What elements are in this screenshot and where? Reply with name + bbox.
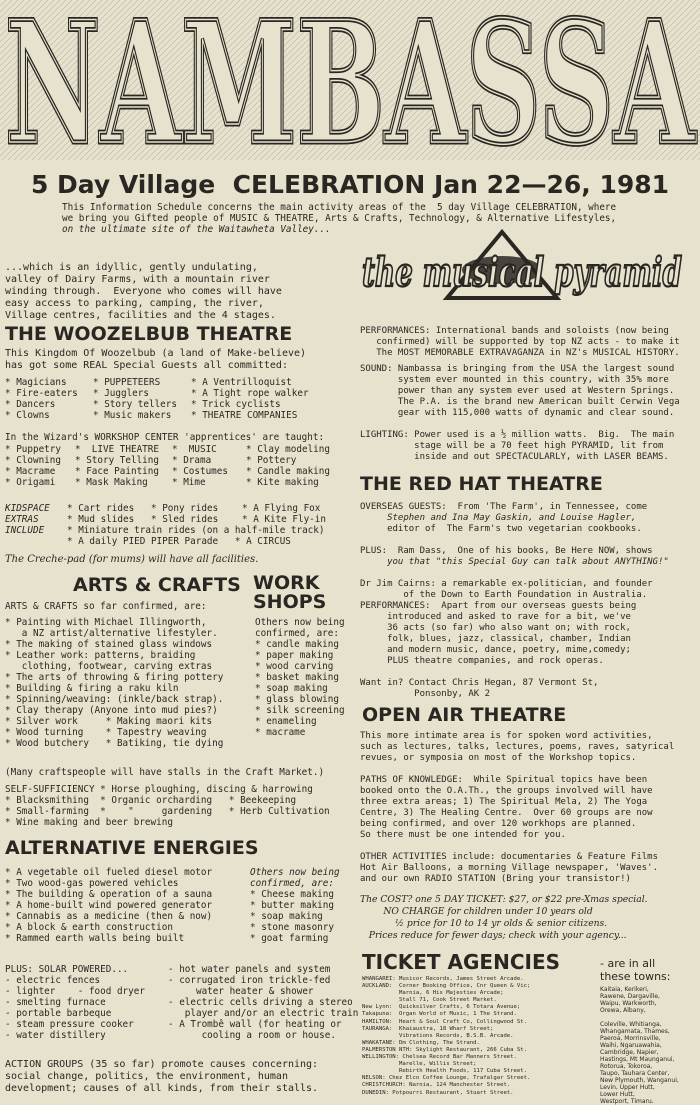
solar-item: water heater & shower bbox=[168, 986, 314, 997]
town-line: Taupo, Tauhara Center, bbox=[600, 1070, 670, 1077]
openair-line: such as lectures, talks, lectures, poems, raves, satyrical bbox=[360, 742, 675, 752]
sound-line: SOUND: Nambassa is bringing from the USA the largest sound bbox=[360, 364, 675, 374]
solar-item: - steam pressure cooker bbox=[5, 1019, 134, 1030]
woozel-guests bbox=[5, 377, 309, 421]
workshop-item: * LIVE THEATRE bbox=[75, 444, 159, 455]
energy-item: * Rammed earth walls being built bbox=[5, 933, 185, 944]
openair-line: Hot Air Balloons, a morning Village newspaper, 'Waves'. bbox=[360, 863, 659, 873]
redhat-line: 36 acts (so far) who also want on; with rock, bbox=[360, 623, 631, 633]
kidspace-item: * A daily PIED PIPER Parade * A CIRCUS bbox=[67, 536, 291, 547]
town-line: Coleville, Whitianga, bbox=[600, 1021, 662, 1028]
energies-other-item: * butter making bbox=[250, 900, 334, 911]
redhat-line: folk, blues, jazz, classical, chamber, Indian bbox=[360, 634, 631, 644]
valley-text bbox=[5, 262, 282, 322]
agency-line: HAMILTON: Heart & Soul Craft Co, Collingwood St. bbox=[362, 1018, 528, 1025]
performances-line: PERFORMANCES: International bands and soloists (now being bbox=[360, 326, 669, 336]
self-suff-line: SELF-SUFFICIENCY * Horse ploughing, discing & harrowing bbox=[5, 784, 313, 795]
solar-item: PLUS: SOLAR POWERED... bbox=[5, 964, 129, 975]
lighting-line: inside and out SPECTACULARLY, with LASER BEAMS. bbox=[360, 452, 669, 462]
kidspace-label: EXTRAS bbox=[5, 514, 39, 525]
valley-line: Village centres, facilities and the 4 stages. bbox=[5, 310, 276, 321]
redhat-line bbox=[360, 535, 669, 546]
solar-item: - hot water panels and system bbox=[168, 964, 331, 975]
energy-item: * A block & earth construction bbox=[5, 922, 173, 933]
workshop-item: * Kite making bbox=[246, 477, 319, 488]
energy-item: * The building & operation of a sauna bbox=[5, 889, 213, 900]
openair-line: PATHS OF KNOWLEDGE: While Spiritual topics have been bbox=[360, 775, 648, 785]
cost-line: NO CHARGE for children under 10 years old bbox=[360, 906, 593, 917]
town-line: Kaitaia, Kerikeri, bbox=[600, 986, 649, 993]
agency-line: NELSON: Chez Elco Coffee Lounge, Trafalgar Street. bbox=[362, 1075, 531, 1082]
tickets-aside-line: these towns: bbox=[600, 970, 671, 983]
redhat-line: editor of The Farm's two vegetarian cookbooks. bbox=[360, 524, 642, 534]
workshops-intro: Others now being bbox=[255, 617, 345, 628]
workshop-item: * Drama bbox=[172, 455, 212, 466]
kidspace-item: * Miniature train rides (on a half-mile track) bbox=[67, 525, 325, 536]
energies-title: ALTERNATIVE ENERGIES bbox=[5, 837, 259, 859]
craft-market: (Many craftspeople will have stalls in the Craft Market.) bbox=[5, 767, 325, 778]
energies-list bbox=[5, 867, 212, 944]
workshop-item: * Pottery bbox=[246, 455, 297, 466]
sound-line: gear with 115,000 watts of dynamic and clear sound. bbox=[360, 408, 675, 418]
town-line: Waipu, Warkworth, bbox=[600, 1000, 657, 1007]
arts-list bbox=[5, 617, 223, 749]
agency-line: Rebirth Health Foods, 117 Cuba Street. bbox=[362, 1068, 528, 1075]
solar-item: - lighter - food dryer bbox=[5, 986, 145, 997]
tickets-aside bbox=[600, 957, 671, 983]
cost-line: Prices reduce for fewer days; check with your agency... bbox=[360, 930, 627, 941]
openair-line: being confirmed, and over 120 workhops are planned. bbox=[360, 819, 637, 829]
arts-item: * The arts of throwing & firing pottery bbox=[5, 672, 224, 683]
arts-item: * Leather work: patterns, braiding bbox=[5, 650, 196, 661]
guest-item: * PUPPETEERS bbox=[93, 377, 161, 388]
valley-line: valley of Dairy Farms, with a mountain river bbox=[5, 274, 270, 285]
agency-line: WELLINGTON: Chelsea Record Bar Manners Street. bbox=[362, 1054, 517, 1061]
workshop-item: * Story Telling bbox=[75, 455, 159, 466]
workshops-item: * enameling bbox=[255, 716, 317, 727]
workshop-item: * Origami bbox=[5, 477, 56, 488]
redhat-line: PERFORMANCES: Apart from our overseas guests being bbox=[360, 601, 637, 611]
town-line: Paeroa, Morrinsville, bbox=[600, 1035, 661, 1042]
kidspace-label: KIDSPACE bbox=[5, 503, 50, 514]
town-line: Rawene, Dargaville, bbox=[600, 993, 660, 1000]
arts-item: * Wood turning * Tapestry weaving bbox=[5, 727, 207, 738]
openair-line: three extra areas; 1) The Spiritual Mela, 2) The Yoga bbox=[360, 797, 648, 807]
agency-line: Stall 71, Cook Street Market. bbox=[362, 997, 497, 1004]
energies-other-item: * goat farming bbox=[250, 933, 329, 944]
redhat-line: of the Down to Earth Foundation in Australia. bbox=[360, 590, 648, 600]
workshop-item: * Costumes bbox=[172, 466, 228, 477]
guest-item: * Dancers bbox=[5, 399, 56, 410]
kidspace-item: * Pony rides bbox=[151, 503, 219, 514]
agency-line: Marnia, 6 His Majesties Arcade; bbox=[362, 990, 504, 997]
town-line: Hastings, Mt Maunganui, bbox=[600, 1056, 675, 1063]
energies-other-item: * soap making bbox=[250, 911, 323, 922]
openair-line: So there must be one intended for you. bbox=[360, 830, 566, 840]
arts-item: clothing, footwear, carving extras bbox=[5, 661, 213, 672]
sound-line: system ever mounted in this country, with 35% more bbox=[360, 375, 669, 385]
guest-item: * Clowns bbox=[5, 410, 50, 421]
guest-item: * A Ventrilloquist bbox=[191, 377, 292, 388]
agency-line: Marelle, Willis Street; bbox=[362, 1061, 477, 1068]
openair-line: OTHER ACTIVITIES include: documentaries & Feature Films bbox=[360, 852, 659, 862]
workshop-item: * Clowning bbox=[5, 455, 61, 466]
town-line: Lower Hutt, bbox=[600, 1091, 635, 1098]
town-line: Levin, Upper Hutt, bbox=[600, 1084, 655, 1091]
cost bbox=[360, 894, 648, 942]
agency-line: AUCKLAND: Corner Booking Office, Cnr Queen & Vic; bbox=[362, 983, 531, 990]
kidspace bbox=[5, 503, 326, 547]
self-suff-line: * Blacksmithing * Organic orcharding * Beekeeping bbox=[5, 795, 297, 806]
kidspace-item: * Cart rides bbox=[67, 503, 135, 514]
woozel-desc-line: This Kingdom Of Woozelbub (a land of Make-believe) bbox=[5, 348, 307, 359]
solar-item: - electric cells driving a stereo bbox=[168, 997, 353, 1008]
solar-item: - A Trombê wall (for heating or bbox=[168, 1019, 342, 1030]
openair-line: and our own RADIO STATION (Bring your transistor!) bbox=[360, 874, 631, 884]
agency-line: WHANGAREI: Musicor Records, James Street Arcade. bbox=[362, 976, 524, 982]
redhat-line: PLUS theatre companies, and rock operas. bbox=[360, 656, 604, 666]
performances-line: confirmed) will be supported by top NZ acts - to make it bbox=[360, 337, 680, 347]
workshops-item: * soap making bbox=[255, 683, 328, 694]
openair-title: OPEN AIR THEATRE bbox=[362, 704, 567, 726]
redhat-line bbox=[360, 667, 669, 678]
guest-item: * Magicians bbox=[5, 377, 67, 388]
energies-others-intro: confirmed, are: bbox=[250, 878, 334, 889]
arts-item: * Silver work * Making maori kits bbox=[5, 716, 213, 727]
agency-line: WHAKATANE: Dm Clothing, The Strand. bbox=[362, 1039, 480, 1046]
workshops-item: * macrame bbox=[255, 727, 306, 738]
redhat-line: Stephen and Ina May Gaskin, and Louise Hagler, bbox=[360, 513, 637, 523]
kidspace-item: * A Kite Fly-in bbox=[242, 514, 326, 525]
agency-line: DUNEDIN: Potpourri Restaurant, Stuart Street. bbox=[362, 1089, 514, 1096]
action-groups bbox=[5, 1059, 318, 1095]
kidspace-item: * Sled rides bbox=[151, 514, 219, 525]
guest-item: * Trick cyclists bbox=[191, 399, 281, 410]
valley-line: ...which is an idyllic, gently undulating, bbox=[5, 262, 258, 273]
workshops-item: * basket making bbox=[255, 672, 339, 683]
performances-line: The MOST MEMORABLE EXTRAVAGANZA in NZ's MUSICAL HISTORY. bbox=[360, 348, 680, 358]
workshop-intro: In the Wizard's WORKSHOP CENTER 'apprentices' are taught: bbox=[5, 432, 325, 443]
openair-line: booked onto the O.A.Th., the groups involved will have bbox=[360, 786, 653, 796]
arts-item: * Building & firing a raku kiln bbox=[5, 683, 179, 694]
action-line: ACTION GROUPS (35 so far) promote causes concerning: bbox=[5, 1059, 319, 1070]
masthead-logo bbox=[0, 0, 700, 160]
arts-item: * Spinning/weaving: (inkle/back strap). bbox=[5, 694, 224, 705]
openair-body bbox=[360, 731, 674, 885]
cost-line: ½ price for 10 to 14 yr olds & senior citizens. bbox=[360, 918, 608, 929]
redhat-title: THE RED HAT THEATRE bbox=[360, 473, 603, 495]
solar-item: cooling a room or house. bbox=[168, 1030, 336, 1041]
intro-line-2: we bring you Gifted people of MUSIC & THEATRE, Arts & Crafts, Technology, & Alternative Lifestyles, bbox=[62, 213, 617, 224]
self-suff-line: * Small-farming * " gardening * Herb Cultivation bbox=[5, 806, 330, 817]
workshops-item: * wood carving bbox=[255, 661, 334, 672]
openair-line: revues, or symposia on most of the Workshop topics. bbox=[360, 753, 637, 763]
creche-text: The Creche-pad (for mums) will have all facilities. bbox=[5, 554, 259, 565]
arts-intro: ARTS & CRAFTS so far confirmed, are: bbox=[5, 601, 207, 612]
masthead-title: NAMBASSA bbox=[5, 0, 697, 160]
town-line: Rotorua, Tokoroa, bbox=[600, 1063, 653, 1070]
cost-line: The COST? one 5 DAY TICKET: $27, or $22 pre-Xmas special. bbox=[360, 894, 648, 905]
lighting bbox=[360, 430, 674, 463]
woozelbub-title: THE WOOZELBUB THEATRE bbox=[5, 323, 293, 345]
guest-item: * Music makers bbox=[93, 410, 172, 421]
workshop-item: * Puppetry bbox=[5, 444, 61, 455]
town-line: Waihi, Ngaruawahia, bbox=[600, 1042, 662, 1049]
agency-line: New Lynn: Quicksilver Crafts, 6 Totara Avenue; bbox=[362, 1004, 521, 1011]
workshop-item: * Clay modeling bbox=[246, 444, 330, 455]
agency-line: PALMERSTON NTH: Skylight Restaurant, 266 Cuba St. bbox=[362, 1046, 528, 1053]
solar-item: - corrugated iron trickle-fed bbox=[168, 975, 331, 986]
arts-item: * The making of stained glass windows bbox=[5, 639, 213, 650]
solar-left bbox=[5, 964, 145, 1041]
guest-item: * THEATRE COMPANIES bbox=[191, 410, 298, 421]
workshops-item: * glass blowing bbox=[255, 694, 339, 705]
workshops-list bbox=[255, 617, 345, 738]
redhat-line: Ponsonby, AK 2 bbox=[360, 689, 491, 699]
guest-item: * Jugglers bbox=[93, 388, 149, 399]
kidspace-item: * Mud slides bbox=[67, 514, 135, 525]
openair-line: Centre, 3) The Healing Centre. Over 60 groups are now bbox=[360, 808, 653, 818]
valley-line: easy access to parking, camping, the river, bbox=[5, 298, 264, 309]
town-line: Westport, Timaru. bbox=[600, 1098, 654, 1105]
energy-item: * Two wood-gas powered vehicles bbox=[5, 878, 179, 889]
workshop-item: * Mask Making bbox=[75, 477, 148, 488]
guest-item: * Fire-eaters bbox=[5, 388, 78, 399]
arts-title: ARTS & CRAFTS bbox=[73, 574, 241, 596]
tickets-aside-line: - are in all bbox=[600, 957, 656, 970]
redhat-body bbox=[360, 502, 669, 700]
openair-line bbox=[360, 764, 674, 775]
musical-pyramid-logo bbox=[352, 226, 692, 326]
workshops-item: * candle making bbox=[255, 639, 339, 650]
redhat-line: PLUS: Ram Dass, One of his books, Be Here NOW, shows bbox=[360, 546, 653, 556]
solar-item: - portable barbeque bbox=[5, 1008, 112, 1019]
tickets-title: TICKET AGENCIES bbox=[362, 950, 561, 974]
openair-line: This more intimate area is for spoken word activities, bbox=[360, 731, 653, 741]
workshop-item: * Candle making bbox=[246, 466, 330, 477]
arts-item: a NZ artist/alternative lifestyler. bbox=[5, 628, 218, 639]
redhat-line bbox=[360, 568, 669, 579]
subtitle: 5 Day Village CELEBRATION Jan 22—26, 1981 bbox=[30, 170, 670, 199]
workshop-item: * Face Painting bbox=[75, 466, 159, 477]
arts-item: * Painting with Michael Illingworth, bbox=[5, 617, 207, 628]
redhat-line: Dr Jim Cairns: a remarkable ex-politician, and founder bbox=[360, 579, 653, 589]
intro-line-1: This Information Schedule concerns the main activity areas of the 5 day Village CELEBRATION, where bbox=[62, 202, 617, 213]
energies-others bbox=[250, 867, 340, 944]
self-sufficiency bbox=[5, 784, 330, 828]
lighting-line: LIGHTING: Power used is a ½ million watts. Big. The main bbox=[360, 430, 675, 440]
workshops-title: WORK SHOPS bbox=[253, 572, 327, 613]
woozelbub-desc bbox=[5, 348, 306, 372]
redhat-line: OVERSEAS GUESTS: From 'The Farm', in Tennessee, come bbox=[360, 502, 648, 512]
solar-item: player and/or an electric train bbox=[168, 1008, 359, 1019]
town-line: Whangamata, Thames, bbox=[600, 1028, 670, 1035]
energy-item: * Cannabis as a medicine (then & now) bbox=[5, 911, 213, 922]
agency-line: TAURANGA: Khaiaustra, 18 Wharf Street; bbox=[362, 1025, 494, 1032]
openair-line bbox=[360, 841, 674, 852]
town-line bbox=[600, 1014, 679, 1021]
workshop-item: * MUSIC bbox=[172, 444, 217, 455]
workshop-item: * Mime bbox=[172, 477, 206, 488]
energy-item: * A home-built wind powered generator bbox=[5, 900, 213, 911]
sound-line: power than any system ever used at Western Springs. bbox=[360, 386, 675, 396]
agency-line: Vibrations Records, B.S.B. Arcade. bbox=[362, 1032, 514, 1039]
performances bbox=[360, 326, 680, 359]
workshops-item: * paper making bbox=[255, 650, 334, 661]
kidspace-item: * A Flying Fox bbox=[242, 503, 321, 514]
agency-line: Takapuna: Organ World of Music, 1 The Strand. bbox=[362, 1011, 517, 1018]
masthead bbox=[0, 0, 700, 160]
town-line: Cambridge, Napier, bbox=[600, 1049, 659, 1056]
redhat-line: you that "this Special Guy can talk about ANYTHING!" bbox=[360, 557, 669, 567]
town-line: New Plymouth, Wanganui, bbox=[600, 1077, 679, 1084]
guest-item: * A Tight rope walker bbox=[191, 388, 309, 399]
energies-other-item: * Cheese making bbox=[250, 889, 334, 900]
agency-line: CHRISTCHURCH: Narnia, 124 Manchester Street. bbox=[362, 1082, 511, 1089]
redhat-line: and modern music, dance, poetry, mime,comedy; bbox=[360, 645, 631, 655]
workshop-item: * Macrame bbox=[5, 466, 56, 477]
guest-item: * Story tellers bbox=[93, 399, 177, 410]
action-line: social change, politics, the environment, human bbox=[5, 1071, 288, 1082]
kidspace-label: INCLUDE bbox=[5, 525, 45, 536]
pyramid-logo-text: the musical pyramid bbox=[362, 249, 683, 296]
solar-item: - smelting furnace bbox=[5, 997, 106, 1008]
energies-other-item: * stone masonry bbox=[250, 922, 334, 933]
workshops-item: * silk screening bbox=[255, 705, 345, 716]
workshops-intro: confirmed, are: bbox=[255, 628, 339, 639]
town-line: Orewa, Albany, bbox=[600, 1007, 646, 1014]
solar-item: - electric fences bbox=[5, 975, 101, 986]
redhat-line: Want in? Contact Chris Hegan, 87 Vermont St, bbox=[360, 678, 599, 688]
arts-item: * Wood butchery * Batiking, tie dying bbox=[5, 738, 224, 749]
self-suff-line: * Wine making and beer brewing bbox=[5, 817, 173, 828]
energies-others-intro: Others now being bbox=[250, 867, 340, 878]
woozel-desc-line: has got some REAL Special Guests all committed: bbox=[5, 360, 288, 371]
solar-right bbox=[168, 964, 358, 1041]
solar-item: - water distillery bbox=[5, 1030, 106, 1041]
energy-item: * A vegetable oil fueled diesel motor bbox=[5, 867, 213, 878]
valley-line: winding through. Everyone who comes will have bbox=[5, 286, 282, 297]
intro-line-3: on the ultimate site of the Waitawheta Valley... bbox=[62, 224, 331, 235]
redhat-line: introduced and asked to rave for a bit, we've bbox=[360, 612, 631, 622]
agency-list bbox=[362, 976, 530, 1097]
sound-line: The P.A. is the brand new American built Cerwin Vega bbox=[360, 397, 680, 407]
lighting-line: stage will be a 70 feet high PYRAMID, lit from bbox=[360, 441, 664, 451]
sound bbox=[360, 364, 680, 419]
arts-item: * Clay therapy (Anyone into mud pies?) bbox=[5, 705, 218, 716]
workshop-center bbox=[5, 444, 330, 488]
masthead-title-inline: NAMBASSA bbox=[5, 0, 697, 160]
towns-list bbox=[600, 986, 679, 1105]
action-line: development; causes of all kinds, from their stalls. bbox=[5, 1083, 319, 1094]
